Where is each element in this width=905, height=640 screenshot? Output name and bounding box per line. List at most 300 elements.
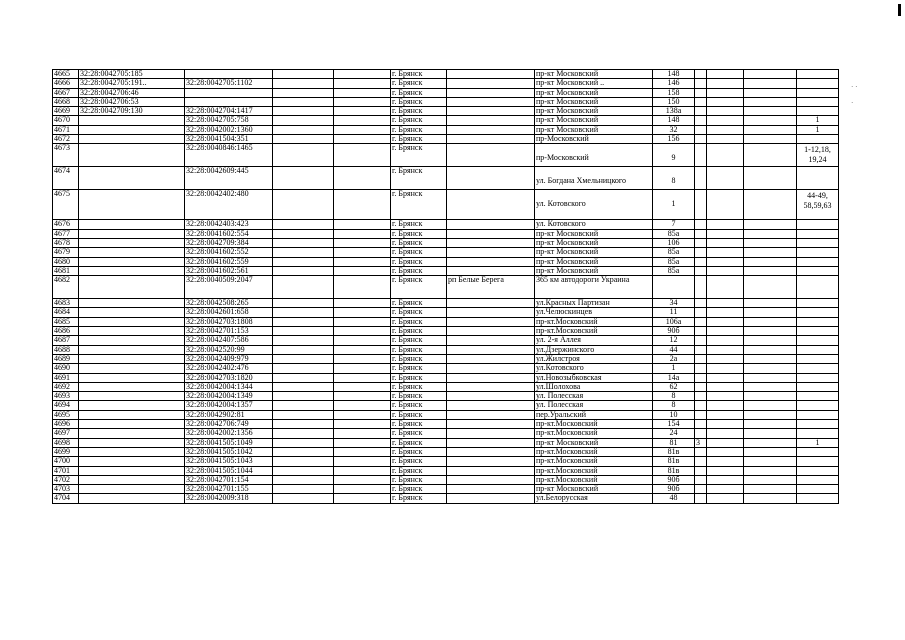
street-cell: пр-кт.Московский [535, 475, 653, 484]
empty-cell [744, 336, 797, 345]
record-number-cell: 4690 [53, 364, 79, 373]
city-cell: г. Брянск [391, 125, 447, 134]
city-cell: г. Брянск [391, 364, 447, 373]
settlement-cell [447, 248, 535, 257]
empty-cell [273, 447, 334, 456]
street-cell: пр-кт Московский [535, 438, 653, 447]
street-cell: ул. Полесская [535, 392, 653, 401]
cadastral-number-cell: 32:28:0042701:155 [185, 485, 273, 494]
empty-cell [744, 220, 797, 229]
empty-cell [273, 190, 334, 220]
table-row [53, 420, 839, 429]
cadastral-number-cell: 32:28:0041505:1049 [185, 438, 273, 447]
street-cell: ул. Богдана Хмельницкого [535, 167, 653, 190]
cadastral-number-cell [185, 97, 273, 106]
empty-cell [744, 229, 797, 238]
city-cell: г. Брянск [391, 317, 447, 326]
room-cell [695, 70, 707, 79]
empty-cell [273, 475, 334, 484]
empty-cell [744, 238, 797, 247]
flat-number-cell [797, 276, 839, 299]
empty-cell [273, 229, 334, 238]
settlement-cell [447, 429, 535, 438]
record-number-cell: 4703 [53, 485, 79, 494]
record-number-cell: 4684 [53, 308, 79, 317]
settlement-cell [447, 457, 535, 466]
flat-number-cell [797, 88, 839, 97]
empty-cell [744, 420, 797, 429]
room-cell [695, 485, 707, 494]
empty-cell [744, 167, 797, 190]
empty-cell [334, 266, 391, 275]
cadastral-number-cell: 32:28:0042002:1356 [185, 429, 273, 438]
settlement-cell [447, 327, 535, 336]
empty-cell [273, 327, 334, 336]
empty-cell [707, 317, 744, 326]
settlement-cell [447, 410, 535, 419]
empty-cell [707, 167, 744, 190]
cadastral-number-cell [79, 299, 185, 308]
flat-number-cell [797, 266, 839, 275]
settlement-cell [447, 229, 535, 238]
settlement-cell [447, 485, 535, 494]
settlement-cell [447, 317, 535, 326]
empty-cell [334, 475, 391, 484]
street-cell: ул.Шолохова [535, 382, 653, 391]
room-cell [695, 401, 707, 410]
table-row [53, 79, 839, 88]
table-row [53, 438, 839, 447]
empty-cell [707, 266, 744, 275]
house-number-cell: 9 [653, 144, 695, 167]
empty-cell [707, 475, 744, 484]
record-number-cell: 4701 [53, 466, 79, 475]
cadastral-number-cell [79, 257, 185, 266]
cadastral-number-cell: 32:28:0042508:265 [185, 299, 273, 308]
cadastral-number-cell: 32:28:0042004:1349 [185, 392, 273, 401]
empty-cell [273, 276, 334, 299]
empty-cell [744, 364, 797, 373]
city-cell: г. Брянск [391, 308, 447, 317]
settlement-cell [447, 190, 535, 220]
flat-number-cell [797, 257, 839, 266]
flat-number-cell [797, 107, 839, 116]
settlement-cell [447, 466, 535, 475]
empty-cell [744, 327, 797, 336]
cadastral-number-cell: 32:28:0042002:1360 [185, 125, 273, 134]
empty-cell [744, 382, 797, 391]
cadastral-number-cell: 32:28:0042706:46 [79, 88, 185, 97]
cadastral-number-cell [185, 70, 273, 79]
empty-cell [707, 88, 744, 97]
settlement-cell [447, 336, 535, 345]
empty-cell [334, 401, 391, 410]
room-cell [695, 79, 707, 88]
record-number-cell: 4672 [53, 135, 79, 144]
empty-cell [744, 248, 797, 257]
cadastral-number-cell: 32:28:0041505:1042 [185, 447, 273, 456]
street-cell: ул.Новозыбковская [535, 373, 653, 382]
empty-cell [707, 392, 744, 401]
street-cell: ул. 2-я Аллея [535, 336, 653, 345]
record-number-cell: 4682 [53, 276, 79, 299]
empty-cell [707, 144, 744, 167]
room-cell [695, 475, 707, 484]
empty-cell [744, 475, 797, 484]
empty-cell [707, 420, 744, 429]
empty-cell [334, 447, 391, 456]
cadastral-number-cell: 32:28:0042902:81 [185, 410, 273, 419]
table-row [53, 354, 839, 363]
cadastral-number-cell: 32:28:0042409:979 [185, 354, 273, 363]
cadastral-number-cell: 32:28:0042601:658 [185, 308, 273, 317]
cadastral-number-cell: 32:28:0042402:480 [185, 190, 273, 220]
street-cell: пр-кт Московский [535, 257, 653, 266]
cadastral-number-cell: 32:28:0042705:191.. [79, 79, 185, 88]
settlement-cell [447, 475, 535, 484]
flat-number-cell: 1 [797, 125, 839, 134]
cadastral-number-cell [79, 494, 185, 503]
empty-cell [334, 220, 391, 229]
table-row [53, 457, 839, 466]
street-cell: ул.Дзержинского [535, 345, 653, 354]
room-cell [695, 336, 707, 345]
table-row [53, 410, 839, 419]
street-cell: ул. Котовского [535, 190, 653, 220]
room-cell [695, 392, 707, 401]
room-cell [695, 429, 707, 438]
cadastral-number-cell [79, 485, 185, 494]
cadastral-number-cell: 32:28:0042520:99 [185, 345, 273, 354]
street-cell: пр-кт.Московский [535, 327, 653, 336]
cadastral-number-cell [79, 354, 185, 363]
table-row [53, 364, 839, 373]
room-cell [695, 125, 707, 134]
room-cell [695, 238, 707, 247]
settlement-cell [447, 116, 535, 125]
empty-cell [744, 354, 797, 363]
flat-number-cell [797, 345, 839, 354]
record-number-cell: 4674 [53, 167, 79, 190]
empty-cell [707, 125, 744, 134]
cadastral-number-cell: 32:28:0042009:318 [185, 494, 273, 503]
street-cell: пр-кт.Московский [535, 317, 653, 326]
empty-cell [707, 438, 744, 447]
city-cell: г. Брянск [391, 107, 447, 116]
cadastral-number-cell [79, 475, 185, 484]
record-number-cell: 4693 [53, 392, 79, 401]
street-cell: пр-кт Московский [535, 238, 653, 247]
city-cell: г. Брянск [391, 79, 447, 88]
empty-cell [334, 345, 391, 354]
empty-cell [744, 466, 797, 475]
city-cell: г. Брянск [391, 229, 447, 238]
room-cell [695, 317, 707, 326]
empty-cell [273, 116, 334, 125]
house-number-cell: 85а [653, 266, 695, 275]
room-cell [695, 457, 707, 466]
empty-cell [707, 248, 744, 257]
empty-cell [273, 125, 334, 134]
record-number-cell: 4688 [53, 345, 79, 354]
settlement-cell [447, 144, 535, 167]
house-number-cell: 148 [653, 116, 695, 125]
street-cell: пр-кт Московский [535, 266, 653, 275]
empty-cell [273, 466, 334, 475]
room-cell [695, 257, 707, 266]
empty-cell [744, 438, 797, 447]
record-number-cell: 4700 [53, 457, 79, 466]
empty-cell [273, 97, 334, 106]
flat-number-cell [797, 373, 839, 382]
record-number-cell: 4671 [53, 125, 79, 134]
empty-cell [744, 190, 797, 220]
city-cell: г. Брянск [391, 354, 447, 363]
record-number-cell: 4666 [53, 79, 79, 88]
street-cell: ул. Котовского [535, 220, 653, 229]
cadastral-number-cell [79, 466, 185, 475]
record-number-cell: 4681 [53, 266, 79, 275]
empty-cell [273, 317, 334, 326]
empty-cell [744, 79, 797, 88]
empty-cell [334, 317, 391, 326]
empty-cell [744, 266, 797, 275]
house-number-cell: 24 [653, 429, 695, 438]
house-number-cell: 81в [653, 466, 695, 475]
street-cell: ул.Красных Партизан [535, 299, 653, 308]
table-row [53, 466, 839, 475]
city-cell: г. Брянск [391, 135, 447, 144]
city-cell: г. Брянск [391, 392, 447, 401]
table-row [53, 276, 839, 299]
city-cell: г. Брянск [391, 70, 447, 79]
city-cell: г. Брянск [391, 116, 447, 125]
empty-cell [744, 88, 797, 97]
house-number-cell: 85а [653, 229, 695, 238]
flat-number-cell [797, 167, 839, 190]
cadastral-number-cell: 32:28:0042705:1102 [185, 79, 273, 88]
table-row [53, 373, 839, 382]
table-row [53, 125, 839, 134]
scan-artifact-dots: · [851, 99, 854, 107]
street-cell: пр-кт Московский [535, 107, 653, 116]
flat-number-cell [797, 382, 839, 391]
city-cell: г. Брянск [391, 420, 447, 429]
flat-number-cell [797, 420, 839, 429]
settlement-cell [447, 257, 535, 266]
table-row [53, 88, 839, 97]
cadastral-number-cell [79, 457, 185, 466]
room-cell [695, 229, 707, 238]
cadastral-number-cell [79, 392, 185, 401]
cadastral-number-cell: 32:28:0042004:1357 [185, 401, 273, 410]
cadastral-number-cell [79, 429, 185, 438]
settlement-cell [447, 401, 535, 410]
city-cell: г. Брянск [391, 167, 447, 190]
flat-number-cell: 44-49, 58,59,63 [797, 190, 839, 220]
cadastral-number-cell: 32:28:0042709:130 [79, 107, 185, 116]
record-number-cell: 4675 [53, 190, 79, 220]
record-number-cell: 4699 [53, 447, 79, 456]
empty-cell [273, 438, 334, 447]
city-cell: г. Брянск [391, 327, 447, 336]
street-cell: пер.Уральский [535, 410, 653, 419]
settlement-cell [447, 266, 535, 275]
record-number-cell: 4691 [53, 373, 79, 382]
empty-cell [273, 135, 334, 144]
empty-cell [744, 457, 797, 466]
cadastral-number-cell [79, 144, 185, 167]
settlement-cell [447, 447, 535, 456]
table-row [53, 266, 839, 275]
settlement-cell [447, 494, 535, 503]
cadastral-number-cell [79, 447, 185, 456]
empty-cell [334, 135, 391, 144]
empty-cell [707, 97, 744, 106]
record-number-cell: 4696 [53, 420, 79, 429]
flat-number-cell [797, 229, 839, 238]
empty-cell [273, 299, 334, 308]
empty-cell [707, 116, 744, 125]
table-row [53, 238, 839, 247]
registry-table-body [53, 70, 839, 504]
empty-cell [273, 354, 334, 363]
empty-cell [273, 220, 334, 229]
house-number-cell: 90б [653, 485, 695, 494]
table-row [53, 97, 839, 106]
house-number-cell: 7 [653, 220, 695, 229]
empty-cell [273, 336, 334, 345]
empty-cell [707, 447, 744, 456]
empty-cell [273, 144, 334, 167]
room-cell [695, 107, 707, 116]
street-cell: пр-кт.Московский [535, 466, 653, 475]
empty-cell [273, 345, 334, 354]
cadastral-number-cell: 32:28:0042609:445 [185, 167, 273, 190]
house-number-cell: 106 [653, 238, 695, 247]
city-cell: г. Брянск [391, 438, 447, 447]
house-number-cell: 154 [653, 420, 695, 429]
flat-number-cell: 1 [797, 116, 839, 125]
cadastral-number-cell [79, 438, 185, 447]
flat-number-cell [797, 248, 839, 257]
empty-cell [273, 167, 334, 190]
settlement-cell [447, 135, 535, 144]
empty-cell [707, 485, 744, 494]
empty-cell [334, 70, 391, 79]
settlement-cell [447, 392, 535, 401]
empty-cell [334, 79, 391, 88]
house-number-cell: 1 [653, 364, 695, 373]
cadastral-number-cell: 32:28:0042706:53 [79, 97, 185, 106]
cadastral-number-cell [79, 317, 185, 326]
cadastral-number-cell: 32:28:0042701:154 [185, 475, 273, 484]
settlement-cell [447, 354, 535, 363]
cadastral-number-cell [79, 276, 185, 299]
room-cell [695, 345, 707, 354]
room-cell [695, 364, 707, 373]
room-cell [695, 382, 707, 391]
cadastral-number-cell [79, 364, 185, 373]
table-row [53, 485, 839, 494]
city-cell: г. Брянск [391, 410, 447, 419]
street-cell: ул.Жилстроя [535, 354, 653, 363]
room-cell: 3 [695, 438, 707, 447]
cadastral-number-cell: 32:28:0041504:351 [185, 135, 273, 144]
settlement-cell [447, 107, 535, 116]
room-cell [695, 466, 707, 475]
empty-cell [707, 135, 744, 144]
empty-cell [707, 79, 744, 88]
cadastral-number-cell: 32:28:0042403:423 [185, 220, 273, 229]
empty-cell [273, 457, 334, 466]
room-cell [695, 144, 707, 167]
flat-number-cell: 1-12,18, 19,24 [797, 144, 839, 167]
table-row [53, 429, 839, 438]
street-cell: пр-кт.Московский [535, 420, 653, 429]
room-cell [695, 276, 707, 299]
empty-cell [707, 299, 744, 308]
street-cell: ул. Полесская [535, 401, 653, 410]
record-number-cell: 4697 [53, 429, 79, 438]
cadastral-number-cell: 32:28:0041602:552 [185, 248, 273, 257]
street-cell: пр-кт Московский [535, 485, 653, 494]
cadastral-number-cell: 32:28:0042701:153 [185, 327, 273, 336]
empty-cell [334, 410, 391, 419]
empty-cell [707, 354, 744, 363]
cadastral-number-cell: 32:28:0041505:1043 [185, 457, 273, 466]
city-cell: г. Брянск [391, 190, 447, 220]
street-cell: пр-кт Московский [535, 116, 653, 125]
empty-cell [707, 190, 744, 220]
empty-cell [334, 373, 391, 382]
settlement-cell [447, 373, 535, 382]
empty-cell [273, 364, 334, 373]
house-number-cell: 146 [653, 79, 695, 88]
table-row [53, 327, 839, 336]
cadastral-number-cell [79, 410, 185, 419]
street-cell: пр-кт Московский [535, 88, 653, 97]
table-row [53, 494, 839, 503]
cadastral-number-cell: 32:28:0040846:1465 [185, 144, 273, 167]
empty-cell [744, 135, 797, 144]
record-number-cell: 4687 [53, 336, 79, 345]
street-cell: пр-кт.Московский [535, 447, 653, 456]
table-row [53, 336, 839, 345]
empty-cell [273, 248, 334, 257]
empty-cell [273, 88, 334, 97]
empty-cell [273, 373, 334, 382]
flat-number-cell [797, 354, 839, 363]
empty-cell [334, 257, 391, 266]
table-row [53, 475, 839, 484]
room-cell [695, 410, 707, 419]
table-row [53, 345, 839, 354]
flat-number-cell [797, 299, 839, 308]
house-number-cell: 81в [653, 457, 695, 466]
table-row [53, 308, 839, 317]
flat-number-cell [797, 494, 839, 503]
room-cell [695, 248, 707, 257]
empty-cell [707, 494, 744, 503]
empty-cell [707, 238, 744, 247]
settlement-cell [447, 125, 535, 134]
settlement-cell [447, 345, 535, 354]
empty-cell [744, 401, 797, 410]
record-number-cell: 4673 [53, 144, 79, 167]
cadastral-number-cell: 32:28:0042705:185 [79, 70, 185, 79]
cadastral-number-cell: 32:28:0042704:1417 [185, 107, 273, 116]
